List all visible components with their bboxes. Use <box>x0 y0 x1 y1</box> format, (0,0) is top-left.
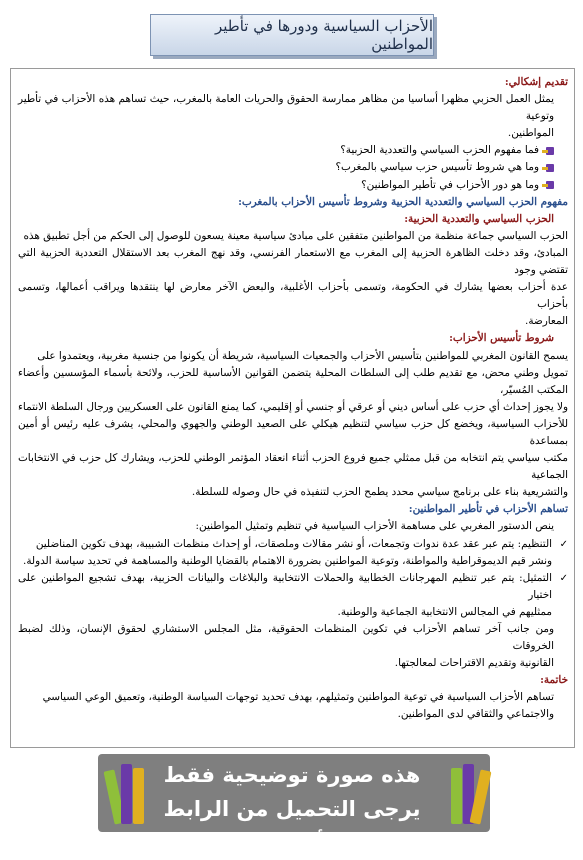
check-item-line: التنظيم: يتم عبر عقد عدة ندوات وتجمعات، أو نشر مقالات وملصقات، أو إحداث منظمات الشبيبة، بهدف تكوين المناضلين <box>35 537 552 550</box>
section1-line: والتشريعية بناء على برنامج سياسي محدد يطمح الحزب لتنفيذه في حال وصوله للسلطة. <box>191 486 568 499</box>
document-body <box>18 74 568 724</box>
question-item <box>18 142 568 159</box>
conclusion-line: والاجتماعي والثقافي لدى المواطنين. <box>397 708 554 721</box>
section1-line: للأحزاب السياسية، ويخضع كل حزب سياسي لتنظيم هيكلي على الصعيد الوطني والجهوي والمحلي، يشرف عليه رئيس أو أمين بمساعدة <box>18 417 568 447</box>
section1-sub1-heading: الحزب السياسي والتعددية الحزبية: <box>404 212 554 225</box>
section1-line: المعارضة. <box>525 315 568 328</box>
pencil-book-icon <box>543 163 554 173</box>
conclusion-line: تساهم الأحزاب السياسية في توعية المواطنين وتمثيلهم، بهدف تحديد توجهات السياسة الوطنية، وتعميق الوعي السياسي <box>42 691 554 704</box>
section1-line: المبادئ، وقد دخلت الظاهرة الحزبية إلى المغرب مع الاستعمار الفرنسي، وقد نهج المغرب بعد الاستقلال التعددية الحزبية التي تقتضي وجود <box>18 246 568 277</box>
section2-outro-line: ومن جانب آخر تساهم الأحزاب في تكوين المنظمات الحقوقية، مثل المجلس الاستشاري لحقوق الإنسان، وذلك لضبط الخروقات <box>18 623 554 653</box>
conclusion-heading: خاتمة: <box>540 674 568 687</box>
banner-text <box>142 758 442 860</box>
section1-sub2-heading: شروط تأسيس الأحزاب: <box>449 332 554 345</box>
section1-line: مكتب سياسي يتم انتخابه من قبل ممثلي جميع فروع الحزب أثناء انعقاد المؤتمر الوطني للحزب، ويشارك كل حزب في الانتخابات الجماعية <box>18 452 568 482</box>
section1-line: الحزب السياسي جماعة منظمة من المواطنين متفقين على مبادئ سياسية معينة يسعون للوصول إلى الحكم من أجل تطبيق هذه <box>23 229 568 242</box>
banner-line-1: هذه صورة توضيحية فقط <box>163 763 421 787</box>
check-item-line: ممثليهم في المجالس الانتخابية الجماعية والوطنية. <box>337 605 552 618</box>
section2-intro: ينص الدستور المغربي على مساهمة الأحزاب السياسية في تنظيم وتمثيل المواطنين: <box>195 520 554 533</box>
section2-heading: تساهم الأحزاب في تأطير المواطنين: <box>408 503 568 516</box>
section1-heading: مفهوم الحزب السياسي والتعددية الحزبية وشروط تأسيس الأحزاب بالمغرب: <box>238 195 568 208</box>
check-item-line: ونشر قيم الديموقراطية والمواطنة، وتوعية المواطنين بضرورة الاهتمام بالقضايا الوطنية والمساهمة في تحديد سياسة الدولة. <box>23 554 552 567</box>
question-text: وما هو دور الأحزاب في تأطير المواطنين؟ <box>361 178 539 191</box>
checkmark-icon: ✓ <box>559 572 568 584</box>
question-item <box>18 159 568 176</box>
intro-heading: تقديم إشكالي: <box>504 76 568 88</box>
pencil-book-icon <box>543 146 554 156</box>
intro-text-1: يمثل العمل الحزبي مظهرا أساسيا من مظاهر ممارسة الحقوق والحريات العامة بالمغرب، حيث تساهم هذه الأحزاب في تأطير وتوعية <box>18 93 554 123</box>
check-item <box>18 536 568 570</box>
section1-line: عدة أحزاب بعضها يشارك في الحكومة، وتسمى بأحزاب الأغلبية، والبعض الآخر معارض لها ينتقدها ويراقب أعمالها، وتسمى بأحزاب <box>18 281 568 311</box>
question-item <box>18 177 568 194</box>
section2-outro-line: القانونية وتقديم الاقتراحات لمعالجتها. <box>394 657 554 670</box>
document-title <box>150 14 434 56</box>
intro-text-2: المواطنين. <box>507 127 554 140</box>
books-icon <box>446 762 486 824</box>
check-item <box>18 570 568 621</box>
title-text: الأحزاب السياسية ودورها في تأطير المواطنين <box>214 17 433 53</box>
books-icon <box>104 762 144 824</box>
check-item-line: التمثيل: يتم عبر تنظيم المهرجانات الخطابية والحملات الانتخابية والبلاغات والبيانات الحزبية، بهدف تشجيع المواطنين على اختيار <box>18 571 552 601</box>
section1-line: ولا يجوز إحداث أي حزب على أساس ديني أو عرقي أو جنسي أو إقليمي، كما يمنع القانون على العسكريين ورجال السلطة الانتماء <box>18 400 568 413</box>
section1-line: تمويل وطني محض، مع تقديم طلب إلى السلطات المحلية يتضمن القوانين الأساسية للحزب، ولائحة بأسماء المؤسسين وأعضاء المكتب المُسيّر، <box>18 366 568 396</box>
banner-line-2: يرجى التحميل من الرابط أسفله <box>163 797 421 855</box>
pencil-book-icon <box>543 180 554 190</box>
section1-line: يسمح القانون المغربي للمواطنين بتأسيس الأحزاب والجمعيات السياسية، شريطة أن يكونوا من جنسية مغربية، ويعتمدوا على <box>37 349 568 362</box>
question-text: فما مفهوم الحزب السياسي والتعددية الحزبية؟ <box>340 144 539 157</box>
checkmark-icon: ✓ <box>559 538 568 550</box>
question-text: وما هي شروط تأسيس حزب سياسي بالمغرب؟ <box>335 161 539 174</box>
